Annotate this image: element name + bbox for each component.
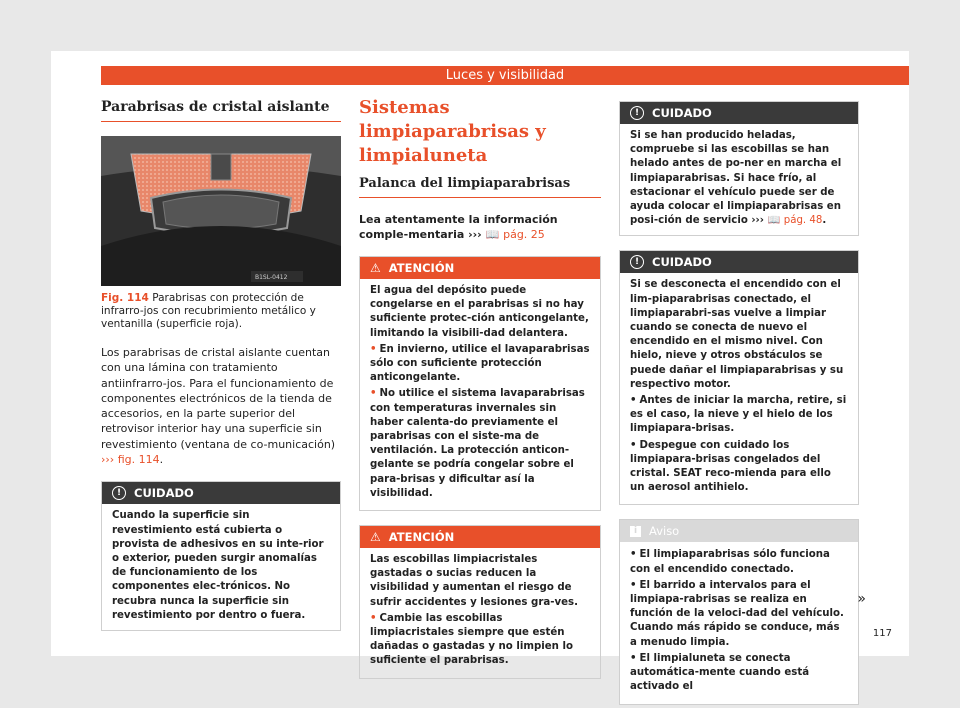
- body-text: Los parabrisas de cristal aislante cuentan con una lámina con tratamiento antiinfrarro-jos. Para el funcionamiento de componentes electrónicos de la tienda de accesorios, en la parte superior del retrovisor interior hay una superficie sin revestimiento (ventana de co-municación): [101, 346, 336, 451]
- cuidado-box: [101, 481, 341, 631]
- atencion-header-1: [360, 257, 600, 279]
- continue-mark: »: [857, 591, 866, 607]
- atencion-bullet: • En invierno, utilice el lavaparabrisas sólo con suficiente protección anticongelante.: [370, 343, 590, 384]
- aviso-bullet: • El limpialuneta se conecta automática-mente cuando está activado el: [630, 652, 810, 693]
- body-paragraph: [101, 345, 341, 467]
- column-right: [619, 101, 859, 705]
- atencion-bullet: • Cambie las escobillas limpiacristales siempre que estén dañadas o gastadas y no limpien lo suficiente el parabrisas.: [370, 612, 573, 667]
- intro-paragraph: [359, 212, 601, 242]
- main-title: Sistemas limpiaparabrisas y limpialuneta: [359, 97, 546, 166]
- bullet-text: El barrido a intervalos para el limpiapa-rabrisas se realiza en función de la veloci-dad del vehículo. Cuando más rápido se conduce, más a menudo limpia.: [630, 579, 844, 648]
- aviso-box: [619, 519, 859, 704]
- cuidado-body-2: [620, 273, 858, 504]
- atencion-body-2: [360, 548, 600, 678]
- body-end: .: [159, 453, 164, 467]
- cuidado-header-1: [620, 102, 858, 124]
- cuidado-title-1: CUIDADO: [652, 106, 712, 120]
- cuidado-body-1: [620, 124, 858, 235]
- cuidado-bullet: • Antes de iniciar la marcha, retire, si es el caso, la nieve y el hielo de los limpiapara-brisas.: [630, 395, 847, 435]
- subsection-title: Palanca del limpiaparabrisas: [359, 168, 601, 198]
- cuidado-header-2: [620, 251, 858, 273]
- cuidado-header: [102, 482, 340, 504]
- page-link[interactable]: pág. 48: [783, 215, 823, 227]
- atencion-text-2: Las escobillas limpiacristales gastadas o sucias reducen la visibilidad y aumentan el riesgo de sufrir accidentes y lesiones gra-ves.: [370, 554, 578, 608]
- cuidado-box-1: [619, 101, 859, 236]
- intro-text: Lea atentamente la información comple-mentaria ›››: [359, 213, 558, 241]
- info-circle-icon: !: [630, 106, 644, 120]
- cuidado-title: CUIDADO: [134, 486, 194, 501]
- chapter-header: Luces y visibilidad: [101, 66, 909, 85]
- bullet-text: En invierno, utilice el lavaparabrisas sólo con suficiente protección anticongelante.: [370, 343, 590, 384]
- info-icon: i: [630, 526, 641, 537]
- atencion-box-1: [359, 256, 601, 511]
- aviso-header: [620, 520, 858, 542]
- bullet-text: El limpiaparabrisas sólo funciona con el encendido conectado.: [630, 549, 830, 575]
- aviso-bullet: • El limpiaparabrisas sólo funciona con el encendido conectado.: [630, 549, 830, 575]
- figure-link[interactable]: ››› fig. 114: [101, 453, 160, 467]
- bullet-text: El limpialuneta se conecta automática-mente cuando está activado el: [630, 652, 810, 693]
- atencion-bullet: • No utilice el sistema lavaparabrisas con temperaturas invernales sin haber calenta-do previamente el parabrisas con el siste-ma de ventilación. La protección anticon-gelante se podría congelar sobre el para-brisas y dificultar así la visibilidad.: [370, 388, 585, 499]
- caption-label: Fig. 114: [101, 292, 149, 304]
- cuidado-body: Cuando la superficie sin revestimiento está cubierta o provista de adhesivos en su inte-rior o exterior, pueden surgir anomalías de funcionamiento de los componentes elec-trónicos. No recubra nunca la superficie sin revestimiento por dentro o fuera.: [112, 510, 324, 621]
- column-left: [101, 96, 341, 631]
- windshield-illustration: [101, 136, 341, 286]
- atencion-text-1: El agua del depósito puede congelarse en el parabrisas si no hay suficiente protec-ción anticongelante, limitando la visibili-dad delantera.: [370, 285, 589, 339]
- aviso-body: [620, 542, 858, 703]
- atencion-title-2: ATENCIÓN: [388, 530, 455, 545]
- bullet-text: Despegue con cuidado los limpiapara-brisas congelados del cristal. SEAT reco-mienda para ello un aerosol antihielo.: [630, 439, 831, 494]
- cuidado-text-2: Si se desconecta el encendido con el lim-piaparabrisas conectado, el limpiaparabri-sas vuelve a limpiar cuando se conecta de nuevo el encendido en el mismo nivel. Con hielo, nieve y otros obstáculos se puede dañar el limpiaparabrisas y su respectivo motor.: [630, 279, 844, 390]
- windshield-figure: [101, 136, 341, 286]
- aviso-bullet: • El barrido a intervalos para el limpiapa-rabrisas se realiza en función de la veloci-dad del vehículo. Cuando más rápido se conduce, más a menudo limpia.: [630, 579, 844, 648]
- figure-code: B1SL-0412: [255, 274, 288, 281]
- book-icon: 📖: [767, 215, 781, 227]
- manual-page: [51, 51, 909, 693]
- info-circle-icon: !: [630, 255, 644, 269]
- book-icon: 📖: [485, 228, 500, 241]
- text-end: .: [822, 215, 827, 227]
- caption-text: Parabrisas con protección de infrarro-jos con recubrimiento metálico y ventanilla (superficie roja).: [101, 292, 316, 330]
- bullet-text: Antes de iniciar la marcha, retire, si es el caso, la nieve y el hielo de los limpiapara-brisas.: [630, 395, 847, 435]
- figure-caption: [101, 292, 341, 331]
- cuidado-title-2: CUIDADO: [652, 255, 712, 270]
- aviso-title: Aviso: [649, 524, 680, 539]
- atencion-header-2: [360, 526, 600, 548]
- atencion-title-1: ATENCIÓN: [388, 261, 455, 275]
- warning-triangle-icon: ⚠: [370, 261, 381, 275]
- info-circle-icon: !: [112, 486, 126, 500]
- warning-triangle-icon: ⚠: [370, 530, 381, 545]
- atencion-box-2: [359, 525, 601, 679]
- page-number: 117: [872, 628, 892, 639]
- column-middle: [359, 96, 601, 679]
- cuidado-box-2: [619, 250, 859, 505]
- cuidado-bullet: • Despegue con cuidado los limpiapara-brisas congelados del cristal. SEAT reco-mienda para ello un aerosol antihielo.: [630, 439, 831, 494]
- page-link[interactable]: pág. 25: [503, 228, 545, 241]
- cuidado-text-1: Si se han producido heladas, compruebe si las escobillas se han helado antes de po-ner en marcha el limpiaparabrisas. Si hace frío, al estacionar el vehículo puede ser de ayuda colocar el limpiaparabrisas en posi-ción de servicio ›››: [630, 130, 842, 227]
- bullet-text: Cambie las escobillas limpiacristales siempre que estén dañadas o gastadas y no limpien lo suficiente el parabrisas.: [370, 612, 573, 667]
- atencion-body-1: [360, 279, 600, 510]
- section-title: Parabrisas de cristal aislante: [101, 96, 341, 122]
- bullet-text: No utilice el sistema lavaparabrisas con temperaturas invernales sin haber calenta-do previamente el parabrisas con el siste-ma de ventilación. La protección anticon-gelante se podría congelar sobre el para-brisas y dificultar así la visibilidad.: [370, 388, 585, 499]
